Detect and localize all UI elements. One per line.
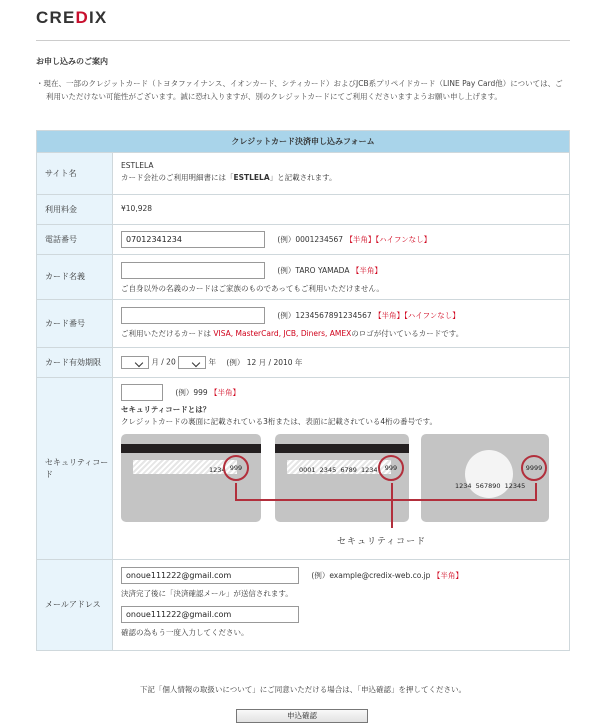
- card-front-illustration: [421, 434, 549, 522]
- security-heading: セキュリティコードとは？: [121, 405, 211, 414]
- expiry-year-select[interactable]: [178, 356, 206, 369]
- fee-value: ¥10,928: [121, 204, 153, 213]
- site-row: [37, 153, 569, 195]
- card2-number: 0001 2345 6789 1234: [299, 466, 378, 474]
- card-name-label: カード名義: [37, 255, 113, 299]
- card1-code-circle: 999: [223, 455, 249, 481]
- email-row: [37, 560, 569, 650]
- card-number-hint: (例）1234567891234567 【半角】【ハイフンなし】: [277, 310, 460, 320]
- phone-hint: (例）0001234567 【半角】【ハイフンなし】: [277, 234, 432, 244]
- card-name-row: [37, 255, 569, 300]
- email-input[interactable]: onoue111222@gmail.com: [121, 567, 299, 584]
- card-back-illustration-1: [121, 434, 261, 522]
- payment-form: [36, 130, 570, 651]
- security-code-illustration: [121, 434, 549, 560]
- phone-row: [37, 225, 569, 255]
- phone-label: 電話番号: [37, 225, 113, 254]
- submit-button[interactable]: 申込確認: [236, 709, 368, 723]
- fee-label: 利用料金: [37, 195, 113, 224]
- card2-code-circle: 999: [378, 455, 404, 481]
- expiry-month-unit: 月 / 20: [151, 357, 176, 367]
- connector-line-1: [235, 483, 237, 500]
- security-hint: (例）999 【半角】: [175, 387, 241, 397]
- card3-number: 1234 567890 12345: [455, 482, 526, 490]
- connector-line-3: [535, 483, 537, 500]
- guide-text: ・現在、一部のクレジットカード（トヨタファイナンス、イオンカード、シティカード）およびJCB系プリペイドカード（LINE Pay Card他）については、ご利用いただけない可能性がございます。誠に恐れ入りますが、別のクレジットカードにてご利用くださいますようお願い申し上げます。: [36, 79, 563, 101]
- card-name-hint: (例）TARO YAMADA 【半角】: [277, 265, 382, 275]
- form-title: クレジットカード決済申し込みフォーム: [37, 131, 569, 153]
- guide-title: お申し込みのご案内: [36, 57, 108, 66]
- card-number-row: [37, 300, 569, 348]
- card-number-note: ご利用いただけるカードは VISA, MasterCard, JCB, Diners, AMEXのロゴが付いているカードです。: [121, 329, 464, 338]
- card3-code-circle: 9999: [521, 455, 547, 481]
- agree-text: 下記「個人情報の取扱いについて」にご同意いただける場合は、「申込確認」を押してください。: [139, 685, 467, 694]
- card-name-note: ご自身以外の名義のカードはご家族のものであってもご利用いただけません。: [121, 284, 384, 293]
- email-note: 決済完了後に「決済確認メール」が送信されます。: [121, 589, 293, 598]
- card-name-input[interactable]: [121, 262, 265, 279]
- site-label: サイト名: [37, 153, 113, 194]
- security-code-input[interactable]: [121, 384, 163, 401]
- header-divider: [36, 40, 570, 41]
- security-code-caption: セキュリティコード: [337, 537, 427, 547]
- card1-number: 1234: [209, 466, 226, 474]
- card-number-label: カード番号: [37, 300, 113, 347]
- expiry-month-select[interactable]: [121, 356, 149, 369]
- site-name: ESTLELA: [121, 161, 154, 170]
- connector-line-horizontal: [235, 499, 537, 501]
- security-desc: クレジットカードの裏面に記載されている3桁または、表面に記載されている4桁の番号です。: [121, 417, 438, 426]
- card-number-input[interactable]: [121, 307, 265, 324]
- security-row: [37, 378, 569, 560]
- expiry-year-unit: 年: [208, 357, 217, 367]
- expiry-example: (例） 12 月 / 2010 年: [226, 357, 303, 367]
- fee-row: [37, 195, 569, 225]
- card-back-illustration-2: [275, 434, 409, 522]
- email-hint: (例）example@credix-web.co.jp 【半角】: [311, 570, 463, 580]
- phone-input[interactable]: 07012341234: [121, 231, 265, 248]
- expiry-row: [37, 348, 569, 378]
- credix-logo: CREDIX: [36, 8, 108, 27]
- email-confirm-note: 確認の為もう一度入力してください。: [121, 628, 249, 637]
- expiry-label: カード有効期限: [37, 348, 113, 377]
- site-desc: カード会社のご利用明細書には「ESTLELA」と記載されます。: [121, 173, 337, 182]
- security-label: セキュリティコード: [37, 378, 113, 559]
- email-label: メールアドレス: [37, 560, 113, 650]
- connector-line-2: [391, 483, 393, 528]
- email-confirm-input[interactable]: onoue111222@gmail.com: [121, 606, 299, 623]
